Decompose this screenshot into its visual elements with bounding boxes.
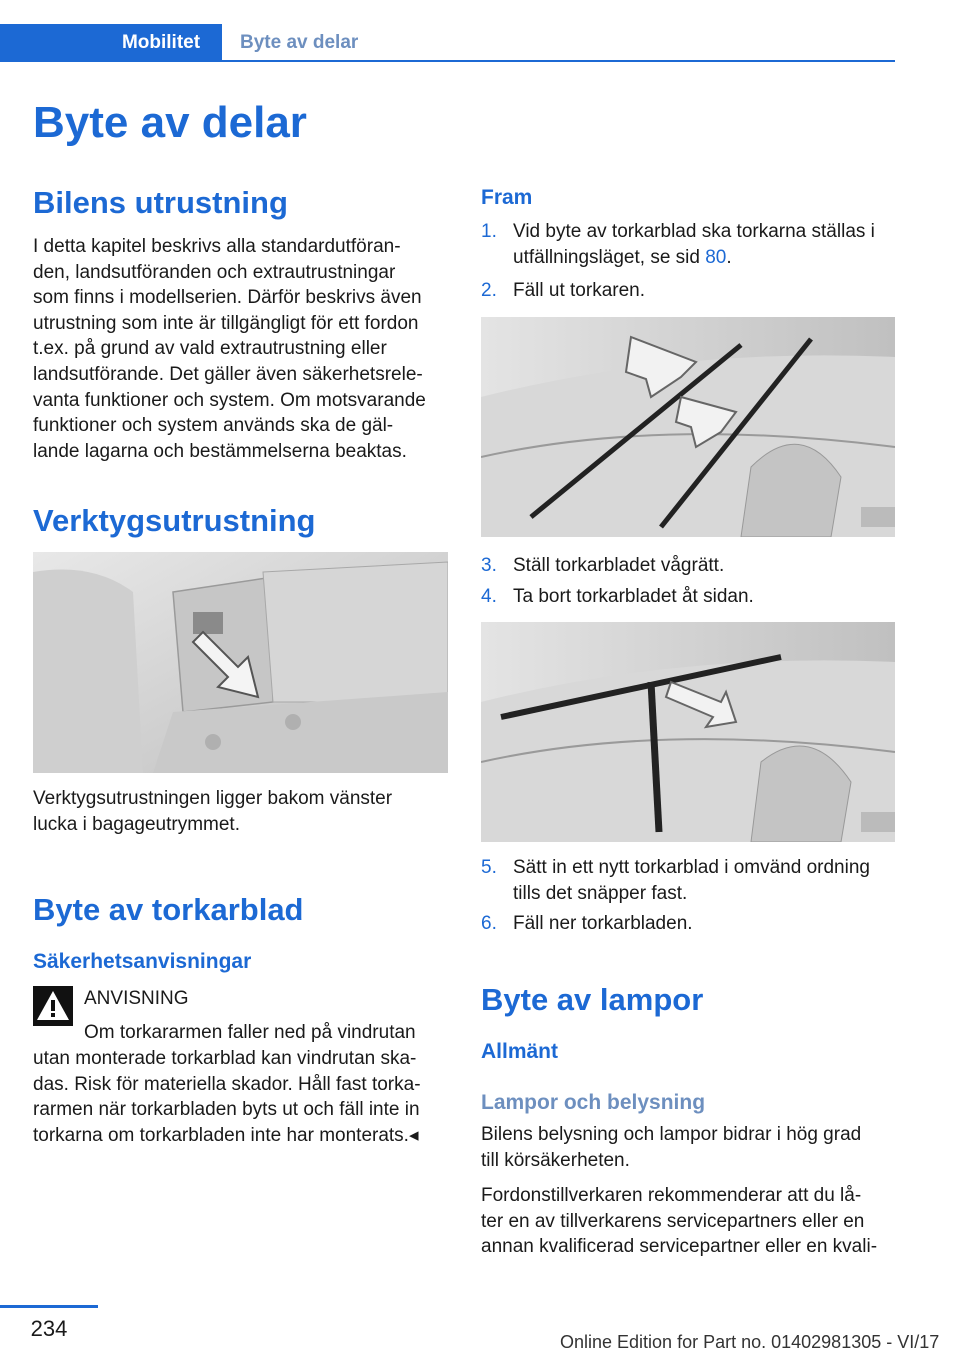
page-number: 234: [30, 1316, 68, 1341]
text-line: lande lagarna och bestämmelserna beaktas.: [33, 440, 407, 462]
intro-paragraph: [33, 234, 453, 464]
heading-bilens-utrustning: Bilens utrustning: [33, 185, 288, 220]
text-line: rarmen när torkarbladen byts ut och fäll inte in: [33, 1099, 420, 1121]
text-line: som finns i modellserien. Därför beskrivs även: [33, 287, 422, 309]
lamp-paragraph-2: [481, 1183, 901, 1260]
text-line: landsutförande. Det gäller även säkerhetsrele-: [33, 363, 423, 385]
warning-label: ANVISNING: [84, 988, 189, 1009]
text-line: tills det snäpper fast.: [513, 882, 688, 904]
page-title: Byte av delar: [33, 98, 307, 147]
step-text: Ta bort torkarbladet åt sidan.: [513, 586, 754, 607]
step-text: Fäll ner torkarbladen.: [513, 913, 693, 934]
text-line: Vid byte av torkarblad ska torkarna ställas i: [513, 221, 875, 242]
heading-fram: Fram: [481, 186, 533, 209]
footer-edition: Online Edition for Part no. 01402981305 - VI/17: [560, 1332, 940, 1352]
text-line: Fordonstillverkaren rekommenderar att du lå-: [481, 1185, 862, 1206]
text-line: [513, 245, 903, 271]
text-line: das. Risk för materiella skador. Håll fast torka-: [33, 1073, 421, 1095]
heading-verktygsutrustning: Verktygsutrustning: [33, 503, 316, 538]
step-text: Ställ torkarbladet vågrätt.: [513, 555, 725, 576]
image-caption: [33, 786, 453, 837]
wiper-fold-out-image: [481, 317, 895, 537]
text-line: den, landsutföranden och extrautrustningar: [33, 261, 396, 283]
heading-sakerhetsanvisningar: Säkerhetsanvisningar: [33, 950, 252, 973]
wiper-blade-removal-image: [481, 622, 895, 842]
text-line: till körsäkerheten.: [481, 1149, 630, 1171]
page-link[interactable]: 80: [705, 246, 727, 268]
header-bar: [0, 24, 100, 61]
text-line: Bilens belysning och lampor bidrar i hög grad: [481, 1124, 862, 1145]
text-line: t.ex. på grund av vald extrautrustning eller: [33, 338, 387, 360]
page-number-rule: [0, 1305, 98, 1308]
step-number: 4.: [481, 586, 497, 607]
header-rule: [0, 60, 895, 62]
heading-byte-av-torkarblad: Byte av torkarblad: [33, 892, 304, 927]
text-line: Verktygsutrustningen ligger bakom vänster: [33, 788, 393, 809]
step-text: [513, 219, 903, 270]
step-number: 3.: [481, 555, 497, 576]
text-line: utrustning som inte är tillgängligt för ett fordon: [33, 312, 419, 334]
heading-byte-av-lampor: Byte av lampor: [481, 982, 704, 1017]
warning-icon: [33, 986, 73, 1026]
text-segment: utfällningsläget, se sid: [513, 246, 706, 268]
heading-allmant: Allmänt: [481, 1040, 559, 1063]
warning-line-1: Om torkararmen faller ned på vindrutan: [84, 1022, 416, 1043]
text-line: I detta kapitel beskrivs alla standardutföran-: [33, 236, 401, 257]
step-number: 5.: [481, 857, 497, 878]
text-line: funktioner och system används ska de gäl-: [33, 415, 394, 437]
text-line: torkarna om torkarbladen inte har monterats.◂: [33, 1124, 419, 1146]
trunk-toolkit-image: [33, 552, 448, 773]
tab-mobilitet[interactable]: Mobilitet: [100, 24, 222, 61]
text-segment: .: [726, 246, 732, 268]
step-text: Fäll ut torkaren.: [513, 280, 645, 301]
text-line: vanta funktioner och system. Om motsvarande: [33, 389, 426, 411]
tab-byte-av-delar[interactable]: Byte av delar: [240, 31, 359, 53]
lamp-paragraph-1: [481, 1122, 901, 1173]
step-number: 1.: [481, 221, 497, 242]
text-line: utan monterade torkarblad kan vindrutan ska-: [33, 1048, 417, 1069]
text-line: Sätt in ett nytt torkarblad i omvänd ordning: [513, 857, 870, 878]
text-line: annan kvalificerad servicepartner eller en kvali-: [481, 1236, 878, 1258]
warning-body: [33, 1046, 458, 1148]
heading-lampor-och-belysning: Lampor och belysning: [481, 1091, 706, 1114]
text-line: ter en av tillverkarens servicepartners eller en: [481, 1210, 865, 1232]
step-number: 2.: [481, 280, 497, 301]
step-number: 6.: [481, 913, 497, 934]
step-text: [513, 855, 903, 906]
text-line: lucka i bagageutrymmet.: [33, 813, 240, 835]
